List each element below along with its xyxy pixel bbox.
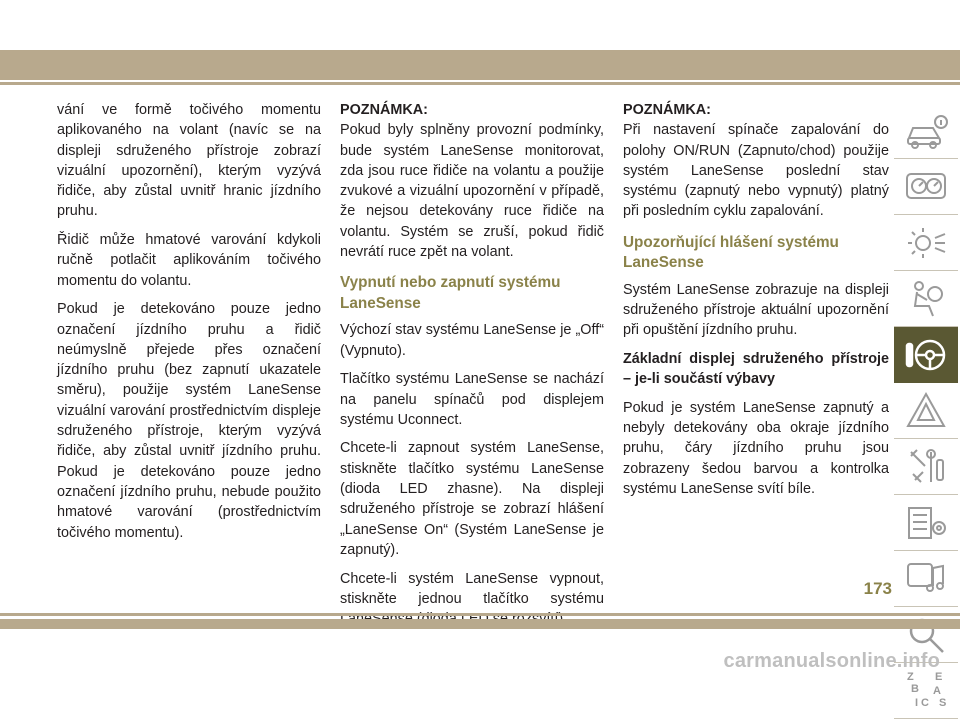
tab-multimedia[interactable]	[894, 551, 958, 607]
sun-lights-icon	[903, 220, 949, 266]
checklist-gear-icon	[903, 500, 949, 546]
header-band	[0, 50, 960, 80]
paragraph: Výchozí stav systému LaneSense je „Off“ (Vypnuto).	[340, 322, 604, 359]
paragraph: Pokud je systém LaneSense zapnutý a nebyly detekovány oba okraje jízdního pruhu, čáry jízdního pruhu jsou zobrazeny šedou barvou a kontrolka systému LaneSense svítí bíle.	[623, 399, 889, 498]
tab-lights[interactable]	[894, 215, 958, 271]
svg-text:E: E	[935, 670, 943, 683]
subheading: Základní displej sdruženého přístroje – je-li součástí výbavy	[623, 350, 889, 388]
svg-text:B: B	[911, 682, 919, 695]
warning-triangle-icon	[903, 388, 949, 434]
svg-text:I: I	[915, 696, 919, 709]
footer-rule	[0, 613, 960, 616]
tab-driving[interactable]	[894, 327, 958, 383]
paragraph: vání ve formě točivého momentu aplikovaného na volant (navíc se na displeji sdruženého přístroje zobrazí vizuální upozornění), kterým vyzývá řidiče, aby zůstal uvnitř hranic jízdního pruhu.	[57, 102, 321, 220]
paragraph: Chcete-li zapnout systém LaneSense, stiskněte tlačítko systému LaneSense (dioda LED zhasne). Na displeji sdruženého přístroje se zobrazí hlášení „LaneSense On“ (Systém LaneSense je zapnutý).	[340, 440, 604, 558]
dashboard-icon	[903, 164, 949, 210]
page-number: 173	[863, 579, 892, 598]
note-text: Při nastavení spínače zapalování do polohy ON/RUN (Zapnuto/chod) použije systém LaneSense poslední stav systému (zapnutý nebo vypnutý) platný při posledním cyklu zapalování.	[623, 122, 889, 220]
steering-wheel-icon	[903, 332, 949, 378]
watermark: carmanualsonline.info	[723, 650, 940, 672]
header-rule	[0, 82, 960, 85]
column-2	[340, 100, 604, 638]
paragraph: Řidič může hmatové varování kdykoli ručně potlačit aplikováním točivého momentu do volantu.	[57, 232, 321, 289]
tab-specs[interactable]	[894, 495, 958, 551]
section-heading: Upozorňující hlášení systému LaneSense	[623, 233, 839, 272]
footer-band	[0, 619, 960, 629]
paragraph: Pokud je detekováno pouze jedno označení jízdního pruhu a řidič neúmyslně přejede přes označení jízdního pruhu (bez zapnutí ukazatele směru), použije systém LaneSense vizuální varování prostřednictvím displeje sdruženého přístroje, kterým vyzývá řidiče, aby zůstal uvnitř jízdního pruhu. Pokud je detekováno pouze jedno označení jízdního pruhu, nebude použito hmatové varování (prostřednictvím točivého momentu).	[57, 301, 321, 541]
column-3	[623, 100, 889, 508]
svg-text:Z: Z	[907, 670, 914, 683]
tab-emergency[interactable]	[894, 383, 958, 439]
note-text: Pokud byly splněny provozní podmínky, bude systém LaneSense monitorovat, zda jsou ruce řidiče na volantu a použije zvukové a vizuální upozornění v případě, že nejsou detekovány ruce řidiče na volantu. Systém se zruší, pokud řidič nevrátí ruce zpět na volant.	[340, 122, 604, 261]
svg-text:A: A	[933, 684, 941, 697]
note-label: POZNÁMKA:	[340, 102, 428, 118]
paragraph: Systém LaneSense zobrazuje na displeji sdruženého přístroje aktuální upozornění při opuštění jízdního pruhu.	[623, 281, 889, 339]
tab-service[interactable]	[894, 439, 958, 495]
tools-icon	[903, 444, 949, 490]
top-margin	[0, 0, 960, 50]
svg-text:C: C	[921, 696, 929, 709]
section-heading: Vypnutí nebo zapnutí systému LaneSense	[340, 274, 561, 312]
column-1	[57, 100, 321, 551]
svg-text:S: S	[939, 696, 947, 709]
alphabet-index-icon	[903, 668, 949, 714]
note-label: POZNÁMKA:	[623, 102, 711, 118]
paragraph: Chcete-li systém LaneSense vypnout, stiskněte jednou tlačítko systému	[340, 570, 604, 607]
music-note-icon	[903, 556, 949, 602]
car-info-icon	[903, 108, 949, 154]
airbag-seat-icon	[903, 276, 949, 322]
tab-dashboard[interactable]	[894, 159, 958, 215]
paragraph: Tlačítko systému LaneSense se nachází na panelu spínačů pod displejem systému Uconnect.	[340, 371, 604, 428]
tab-safety[interactable]	[894, 271, 958, 327]
tab-car-info[interactable]	[894, 103, 958, 159]
